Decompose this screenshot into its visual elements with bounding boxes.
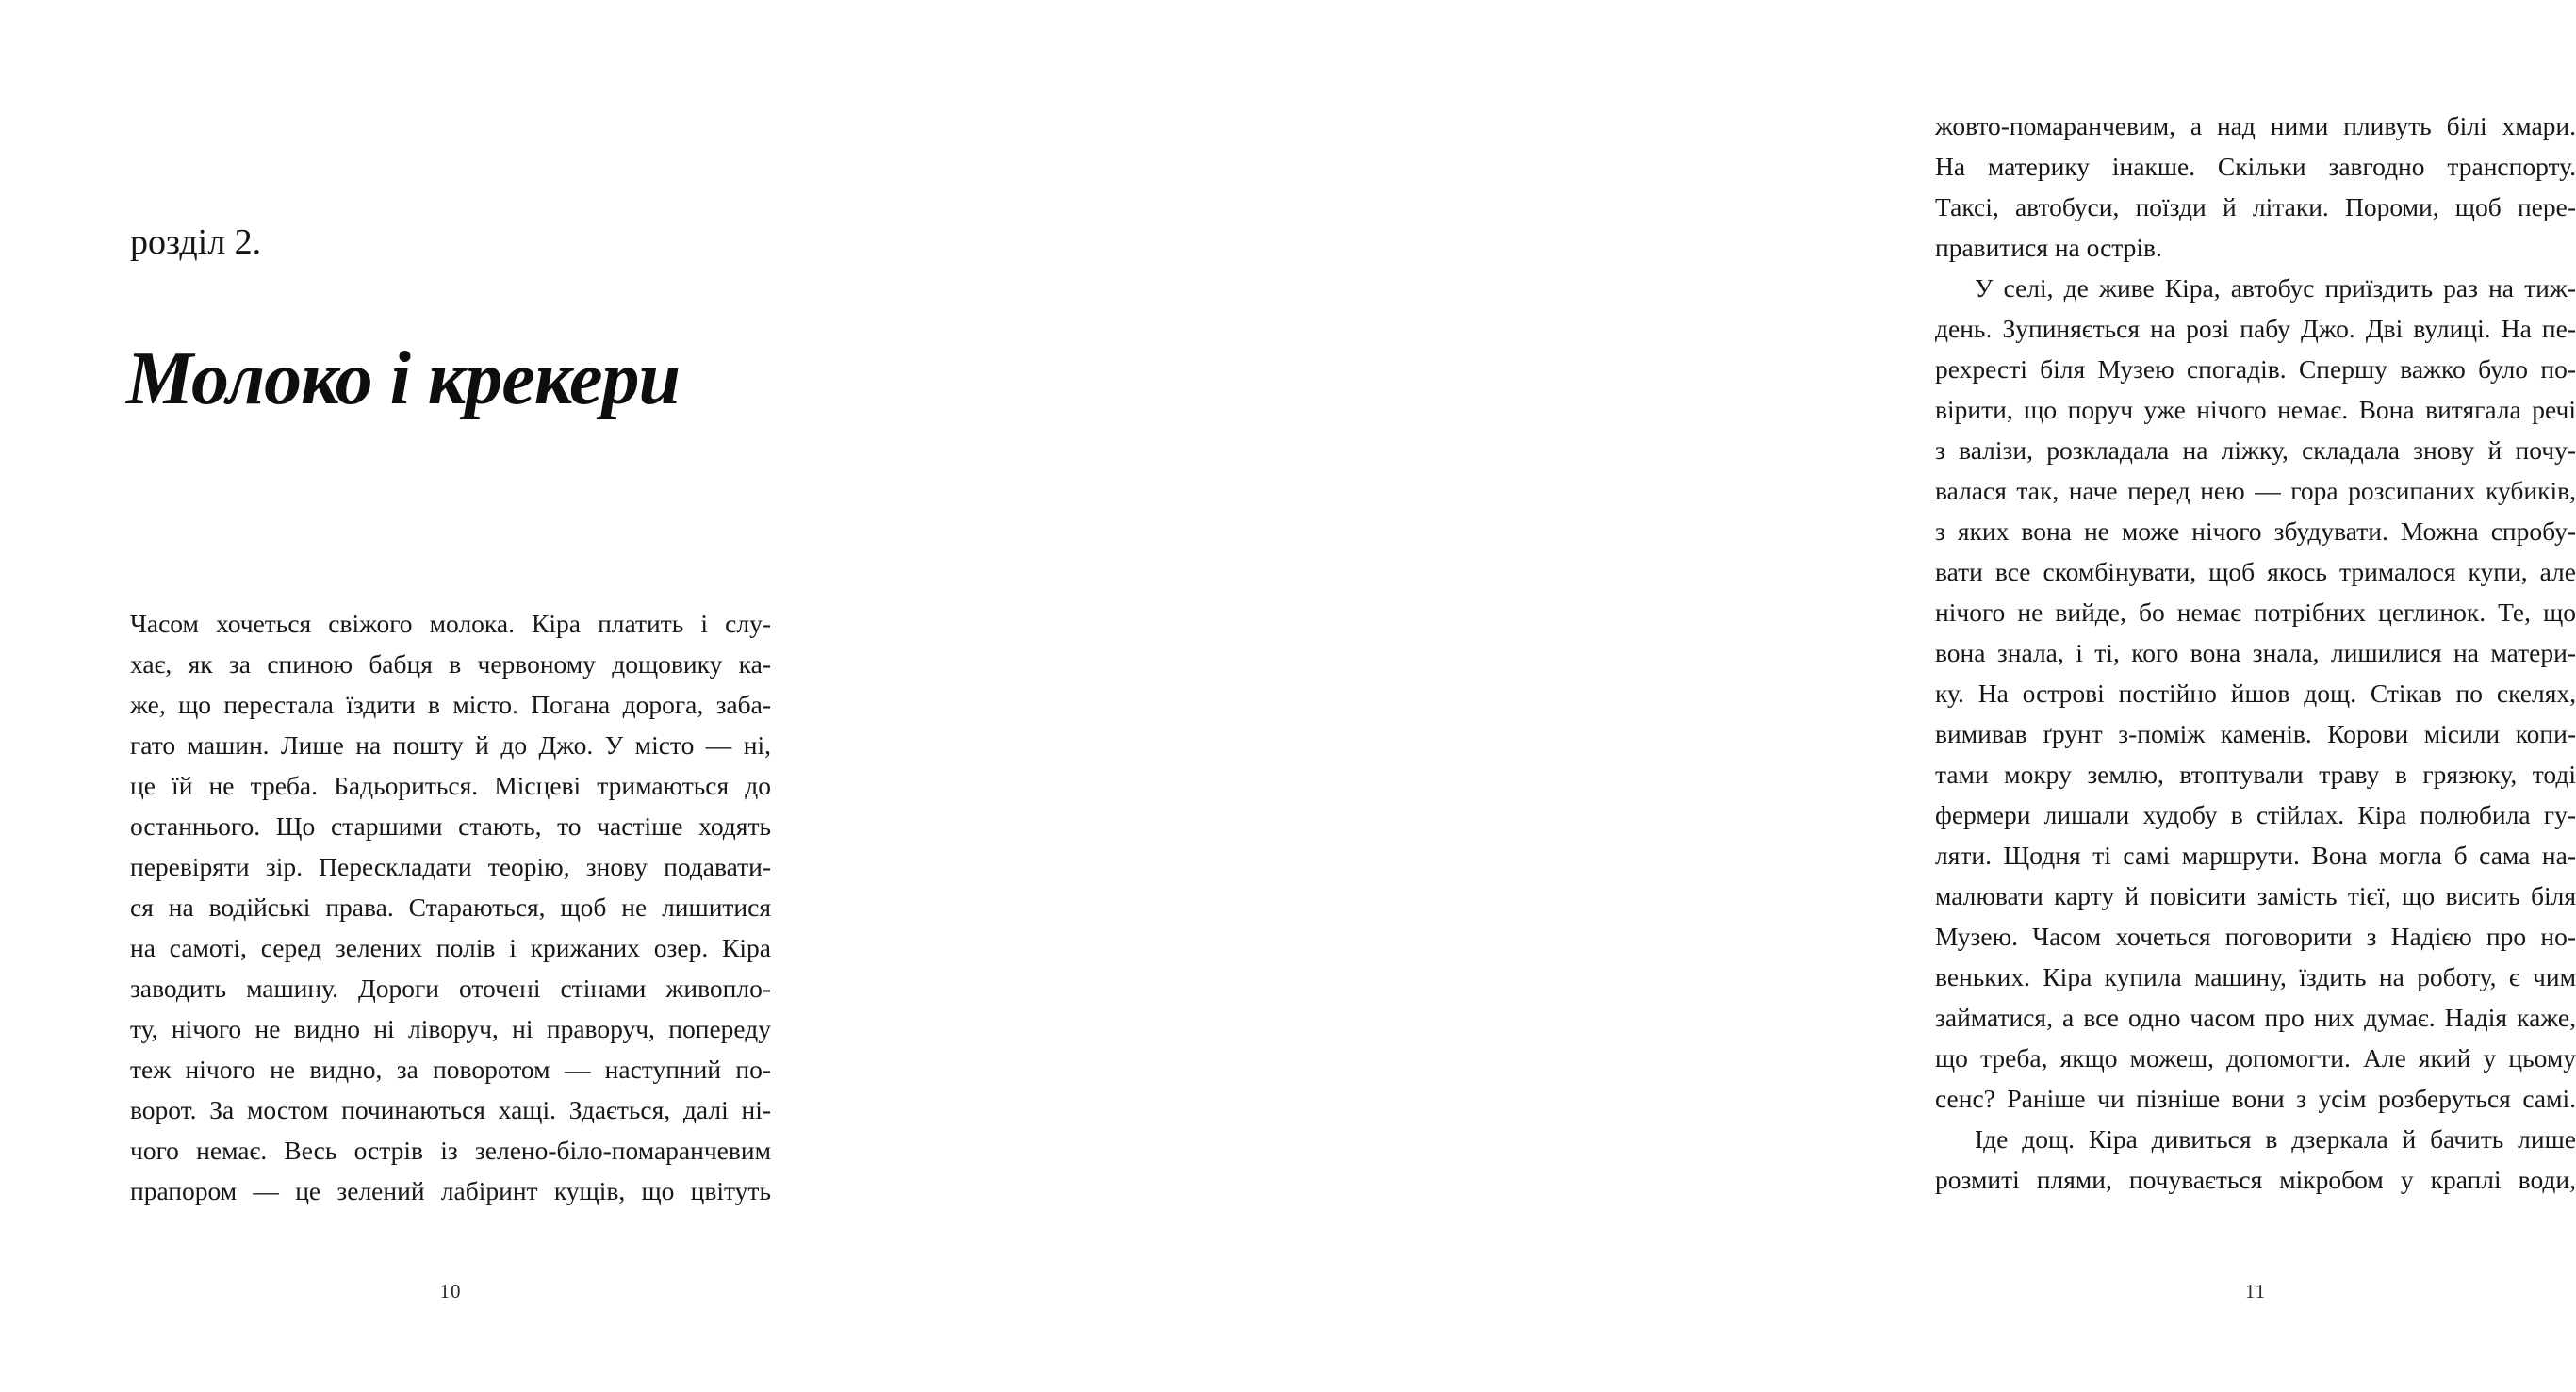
chapter-label: розділ 2. — [130, 222, 262, 262]
text-line: Таксі, автобуси, поїзди й літаки. Пороми, щоб пере- — [1935, 192, 2576, 221]
text-line: останнього. Що старшими стають, то частіше ходять — [130, 811, 771, 841]
text-line: прапором — це зелений лабіринт кущів, що цвітуть — [130, 1176, 771, 1205]
page-number-right: 11 — [2244, 1280, 2267, 1302]
text-line: правитися на острів. — [1935, 233, 2162, 262]
text-line: ся на водійські права. Стараються, щоб не лишитися — [130, 893, 771, 922]
text-line: вати все скомбінувати, щоб якось трималося купи, але — [1935, 557, 2576, 586]
text-line: фермери лишали худобу в стійлах. Кіра полюбила гу- — [1935, 800, 2576, 829]
page-number-left: 10 — [439, 1280, 462, 1302]
text-line: перевіряти зір. Перескладати теорію, знову подавати- — [130, 852, 771, 881]
text-line: на самоті, серед зелених полів і крижаних озер. Кіра — [130, 933, 771, 962]
text-line: розмиті плями, почувається мікробом у краплі води, — [1935, 1165, 2576, 1194]
page-body-right — [1935, 106, 2576, 1200]
text-line: веньких. Кіра купила машину, їздить на роботу, є чим — [1935, 962, 2576, 991]
text-line: теж нічого не видно, за поворотом — наступний по- — [130, 1055, 771, 1084]
page-left — [0, 0, 905, 1392]
text-line: що треба, якщо можеш, допомогти. Але який у цьому — [1935, 1043, 2576, 1073]
text-line: вірити, що поруч уже нічого немає. Вона витягала речі — [1935, 395, 2576, 424]
text-line: хає, як за спиною бабця в червоному дощовику ка- — [130, 649, 771, 679]
chapter-title: Молоко і крекери — [126, 337, 681, 420]
text-line: малювати карту й повісити замість тієї, що висить біля — [1935, 881, 2576, 910]
text-line: ляти. Щодня ті самі маршрути. Вона могла б сама на- — [1935, 841, 2576, 870]
page-body-left — [130, 603, 771, 1211]
text-line: жовто-помаранчевим, а над ними пливуть білі хмари. — [1935, 111, 2576, 140]
text-line: чого немає. Весь острів із зелено-біло-помаранчевим — [130, 1136, 771, 1165]
text-line: з валізи, розкладала на ліжку, складала знову й почу- — [1935, 435, 2576, 465]
text-line: ку. На острові постійно йшов дощ. Стікав по скелях, — [1935, 679, 2576, 708]
text-line: ворот. За мостом починаються хащі. Здається, далі ні- — [130, 1095, 771, 1124]
text-line: займатися, а все одно часом про них думає. Надія каже, — [1935, 1003, 2576, 1032]
text-line: Музею. Часом хочеться поговорити з Надією про но- — [1935, 922, 2576, 951]
text-line: це їй не треба. Бадьориться. Місцеві тримаються до — [130, 771, 771, 800]
text-line: ту, нічого не видно ні ліворуч, ні праворуч, попереду — [130, 1014, 771, 1043]
page-right — [905, 0, 2576, 1392]
text-line: На материку інакше. Скільки завгодно транспорту. — [1935, 152, 2576, 181]
text-line: вимивав ґрунт з-поміж каменів. Корови місили копи- — [1935, 719, 2576, 748]
text-line: же, що перестала їздити в місто. Погана дорога, заба- — [130, 690, 771, 719]
text-line: валася так, наче перед нею — гора розсипаних кубиків, — [1935, 476, 2576, 505]
text-line: нічого не вийде, бо немає потрібних цеглинок. Те, що — [1935, 598, 2576, 627]
text-line: заводить машину. Дороги оточені стінами живопло- — [130, 974, 771, 1003]
text-line: рехресті біля Музею спогадів. Спершу важко було по- — [1935, 354, 2576, 384]
text-line: вона знала, і ті, кого вона знала, лишилися на матери- — [1935, 638, 2576, 667]
text-line: день. Зупиняється на розі пабу Джо. Дві вулиці. На пе- — [1935, 314, 2576, 343]
text-line: сенс? Раніше чи пізніше вони з усім розберуться самі. — [1935, 1084, 2576, 1113]
text-line: У селі, де живе Кіра, автобус приїздить раз на тиж- — [1975, 273, 2576, 303]
text-line: Іде дощ. Кіра дивиться в дзеркала й бачить лише — [1975, 1124, 2576, 1154]
text-line: Часом хочеться свіжого молока. Кіра платить і слу- — [130, 609, 771, 638]
text-line: гато машин. Лише на пошту й до Джо. У місто — ні, — [130, 730, 771, 760]
text-line: з яких вона не може нічого збудувати. Можна спробу- — [1935, 516, 2576, 546]
text-line: тами мокру землю, втоптували траву в грязюку, тоді — [1935, 760, 2576, 789]
